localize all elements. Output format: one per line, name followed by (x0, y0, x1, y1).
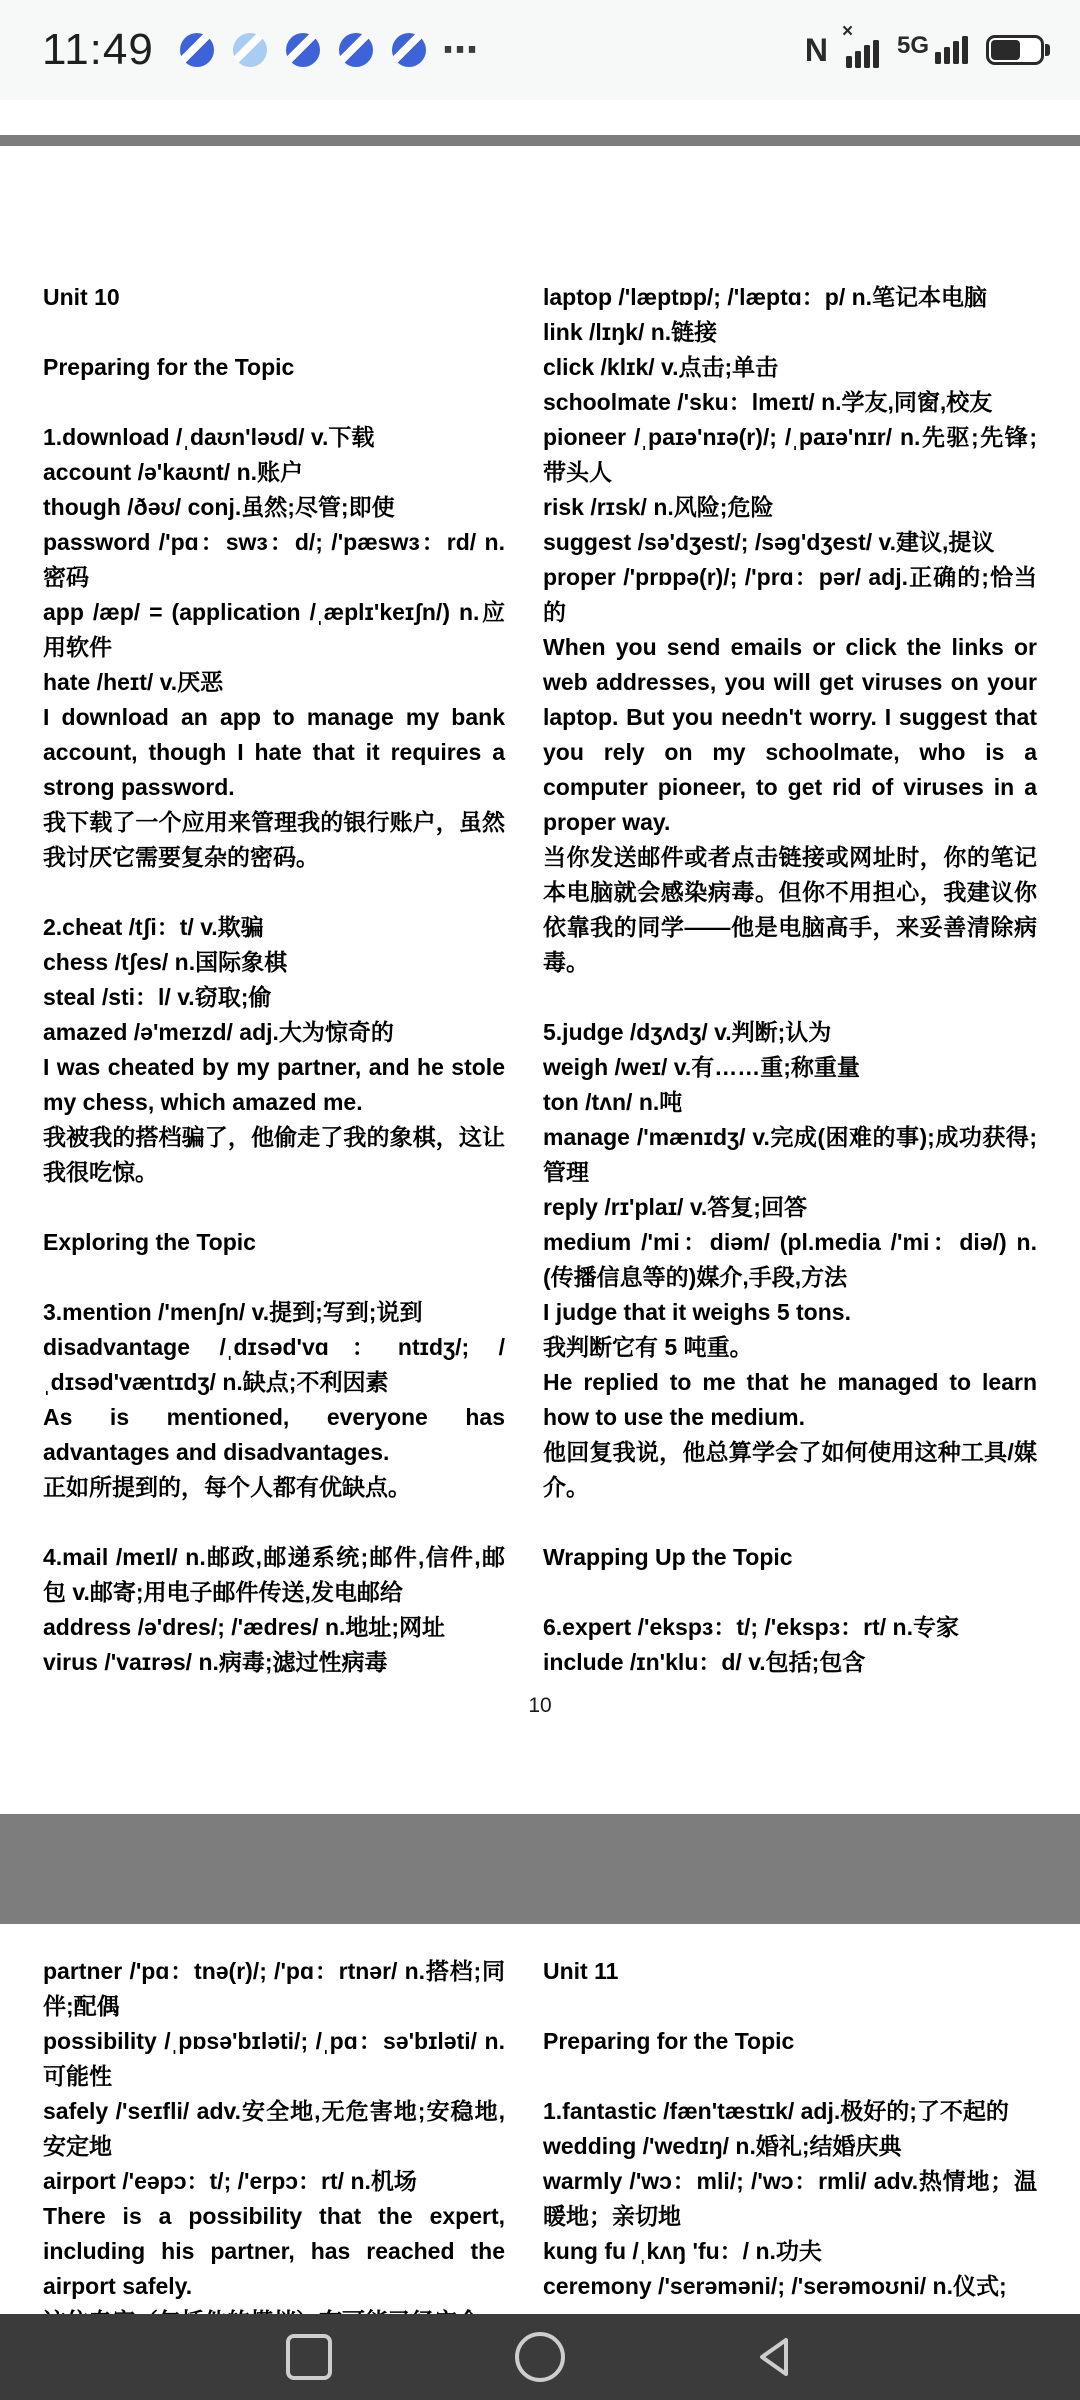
doc-line: amazed /ə'meɪzd/ adj.大为惊奇的 (43, 1019, 394, 1045)
doc-line: Unit 10 (43, 284, 120, 310)
doc-line: I was cheated by my partner, and he stole my chess, which amazed me. (43, 1054, 505, 1115)
doc-blank-line (43, 875, 505, 910)
no-service-x-icon: × (841, 21, 854, 42)
doc-blank-line (543, 980, 1037, 1015)
doc-line: 5.judge /dʒʌdʒ/ v.判断;认为 (543, 1019, 832, 1045)
doc-line: disadvantage /ˌdɪsəd'vɑ：ntɪdʒ/; /ˌdɪsəd'væntɪdʒ/ n.缺点;不利因素 (43, 1334, 505, 1395)
doc-blank-line (543, 1505, 1037, 1540)
status-bar[interactable] (0, 0, 1080, 100)
doc-line: 他回复我说，他总算学会了如何使用这种工具/媒介。 (543, 1439, 1037, 1500)
page2-right-column (543, 1954, 1037, 2304)
doc-line: When you send emails or click the links or web addresses, you will get viruses on your laptop. But you needn't worry. I suggest that you rely on my schoolmate, who is a computer pioneer, to get rid of viruses in a proper way. (543, 634, 1037, 835)
app-notification-icon (286, 33, 320, 67)
page2-left-column (43, 1954, 505, 2339)
app-notification-icon (392, 33, 426, 67)
signal-bars-icon (935, 36, 968, 64)
doc-line: address /ə'dres/; /'ædres/ n.地址;网址 (43, 1614, 446, 1640)
doc-line: He replied to me that he managed to learn how to use the medium. (543, 1369, 1037, 1430)
status-bar-right (805, 0, 1044, 100)
sim2-signal-icon (897, 32, 968, 68)
doc-line: though /ðəʊ/ conj.虽然;尽管;即使 (43, 494, 395, 520)
doc-blank-line (543, 1989, 1037, 2024)
doc-blank-line (43, 1260, 505, 1295)
doc-line: hate /heɪt/ v.厌恶 (43, 669, 224, 695)
back-button[interactable] (755, 2335, 799, 2379)
doc-line: proper /'prɒpə(r)/; /'prɑ：pər/ adj.正确的;恰当的 (543, 564, 1037, 625)
doc-line: 我被我的搭档骗了，他偷走了我的象棋，这让我很吃惊。 (43, 1124, 505, 1185)
doc-line: chess /tʃes/ n.国际象棋 (43, 949, 288, 975)
app-notification-icon (180, 33, 214, 67)
doc-blank-line (43, 315, 505, 350)
doc-line: Unit 11 (543, 1958, 619, 1984)
doc-blank-line (43, 385, 505, 420)
doc-line: possibility /ˌpɒsə'bɪləti/; /ˌpɑ：sə'bɪləti/ n.可能性 (43, 2028, 505, 2089)
doc-line: weigh /weɪ/ v.有……重;称重量 (543, 1054, 860, 1080)
doc-line: 4.mail /meɪl/ n.邮政,邮递系统;邮件,信件,邮包 v.邮寄;用电子邮件传送,发电邮给 (43, 1544, 505, 1605)
doc-line: There is a possibility that the expert, including his partner, has reached the airport safely. (43, 2203, 505, 2299)
doc-line: include /ɪn'klu：d/ v.包括;包含 (543, 1649, 866, 1675)
doc-blank-line (543, 2059, 1037, 2094)
doc-line: click /klɪk/ v.点击;单击 (543, 354, 779, 380)
nfc-icon: N (804, 31, 828, 68)
doc-blank-line (43, 1190, 505, 1225)
status-bar-left (42, 0, 478, 100)
doc-line: Exploring the Topic (43, 1229, 256, 1255)
document-viewer[interactable] (0, 135, 1080, 2314)
doc-line: safely /'seɪfli/ adv.安全地,无危害地;安稳地,安定地 (43, 2098, 505, 2159)
recents-button[interactable] (286, 2334, 332, 2380)
doc-line: app /æp/ = (application /ˌæplɪ'keɪʃn/) n.应用软件 (43, 599, 505, 660)
doc-line: 2.cheat /tʃi：t/ v.欺骗 (43, 914, 264, 940)
doc-line: laptop /'læptɒp/; /'læptɑ：p/ n.笔记本电脑 (543, 284, 988, 310)
doc-line: pioneer /ˌpaɪə'nɪə(r)/; /ˌpaɪə'nɪr/ n.先驱;先锋;带头人 (543, 424, 1037, 485)
document-page-2 (0, 1924, 1080, 2314)
doc-line: ton /tʌn/ n.吨 (543, 1089, 683, 1115)
doc-line: Preparing for the Topic (543, 2028, 795, 2054)
doc-line: warmly /'wɔ：mli/; /'wɔ：rmli/ adv.热情地；温暖地；亲切地 (543, 2168, 1037, 2229)
doc-line: reply /rɪ'plaɪ/ v.答复;回答 (543, 1194, 807, 1220)
doc-line: Wrapping Up the Topic (543, 1544, 793, 1570)
sim1-signal-icon (841, 21, 879, 68)
doc-blank-line (43, 1505, 505, 1540)
doc-line: risk /rɪsk/ n.风险;危险 (543, 494, 774, 520)
doc-line: 1.fantastic /fæn'tæstɪk/ adj.极好的;了不起的 (543, 2098, 1009, 2124)
doc-line: account /ə'kaʊnt/ n.账户 (43, 459, 304, 485)
doc-line: 正如所提到的，每个人都有优缺点。 (43, 1474, 411, 1500)
clock: 11:49 (42, 25, 154, 74)
doc-line: wedding /'wedɪŋ/ n.婚礼;结婚庆典 (543, 2133, 902, 2159)
doc-line: 1.download /ˌdaʊn'ləʊd/ v.下载 (43, 424, 375, 450)
doc-line: manage /'mænɪdʒ/ v.完成(困难的事);成功获得;管理 (543, 1124, 1037, 1185)
doc-line: 当你发送邮件或者点击链接或网址时，你的笔记本电脑就会感染病毒。但你不用担心，我建议你依靠我的同学——他是电脑高手，来妥善清除病毒。 (543, 844, 1037, 975)
doc-line: I judge that it weighs 5 tons. (543, 1299, 851, 1325)
page-number: 10 (528, 1694, 552, 1717)
doc-line: suggest /sə'dʒest/; /səg'dʒest/ v.建议,提议 (543, 529, 995, 555)
doc-line: Preparing for the Topic (43, 354, 295, 380)
doc-line: As is mentioned, everyone has advantages and disadvantages. (43, 1404, 505, 1465)
doc-line: 我判断它有 5 吨重。 (543, 1334, 753, 1360)
network-type-label: 5G (896, 32, 929, 59)
doc-line: password /'pɑ：swɜ：d/; /'pæswɜ：rd/ n.密码 (43, 529, 505, 590)
document-page-1 (0, 146, 1080, 1814)
doc-line: schoolmate /'sku：lmeɪt/ n.学友,同窗,校友 (543, 389, 993, 415)
doc-line: I download an app to manage my bank account, though I hate that it requires a strong password. (43, 704, 505, 800)
doc-blank-line (543, 1575, 1037, 1610)
page1-right-column (543, 280, 1037, 1680)
doc-line: steal /sti：l/ v.窃取;偷 (43, 984, 272, 1010)
android-nav-bar (0, 2314, 1080, 2400)
doc-line: 我下载了一个应用来管理我的银行账户，虽然我讨厌它需要复杂的密码。 (43, 809, 505, 870)
battery-icon (986, 35, 1044, 65)
more-notifications-icon: ⋯ (441, 29, 478, 70)
app-notification-icon (339, 33, 373, 67)
app-notification-icon (233, 33, 267, 67)
home-button[interactable] (515, 2332, 565, 2382)
doc-line: 3.mention /'menʃn/ v.提到;写到;说到 (43, 1299, 423, 1325)
page1-left-column (43, 280, 505, 1680)
doc-line: virus /'vaɪrəs/ n.病毒;滤过性病毒 (43, 1649, 388, 1675)
doc-line: 6.expert /'ekspɜ：t/; /'ekspɜ：rt/ n.专家 (543, 1614, 959, 1640)
battery-fill (991, 40, 1020, 60)
doc-line: medium /'mi：diəm/ (pl.media /'mi：diə/) n.(传播信息等的)媒介,手段,方法 (543, 1229, 1037, 1290)
back-triangle-icon (755, 2335, 799, 2379)
signal-bars-icon (846, 40, 879, 68)
doc-line: link /lɪŋk/ n.链接 (543, 319, 718, 345)
doc-line: partner /'pɑ：tnə(r)/; /'pɑ：rtnər/ n.搭档;同伴;配偶 (43, 1958, 505, 2019)
doc-line: ceremony /'serəməni/; /'serəmoʊni/ n.仪式; (543, 2273, 1007, 2299)
notification-icons (180, 33, 426, 67)
doc-line: airport /'eəpɔ：t/; /'erpɔ：rt/ n.机场 (43, 2168, 417, 2194)
doc-line: kung fu /ˌkʌŋ 'fu：/ n.功夫 (543, 2238, 822, 2264)
